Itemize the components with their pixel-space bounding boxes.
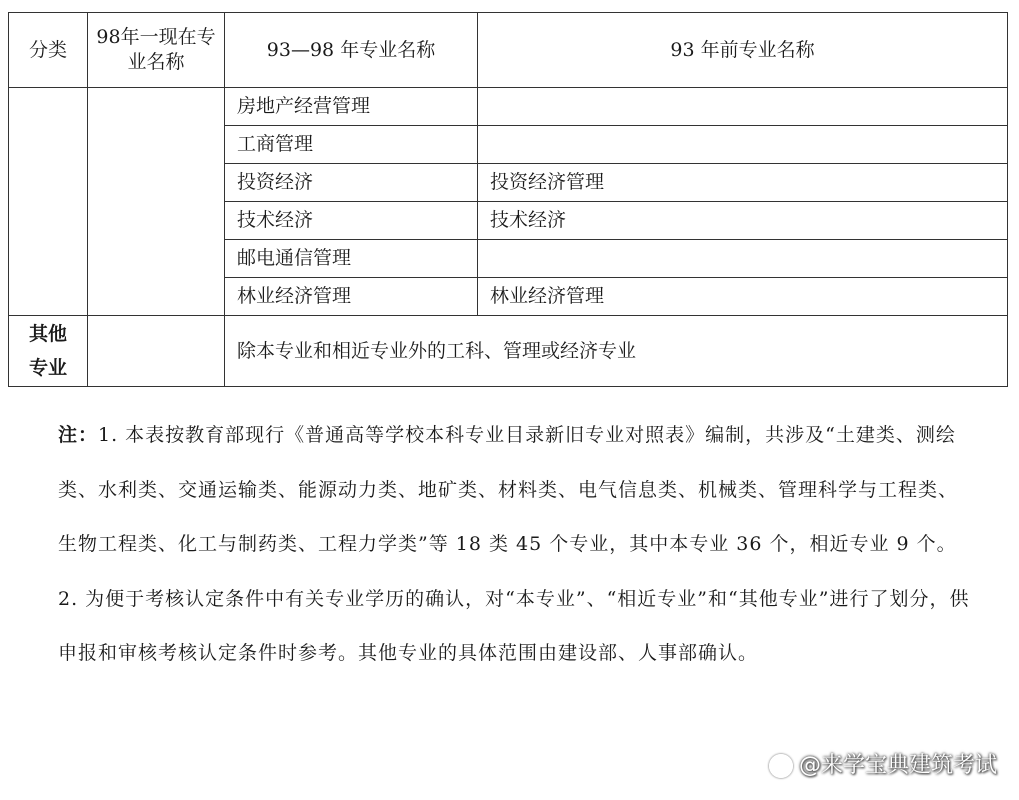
cell-93-98: 房地产经营管理 [225, 88, 478, 126]
cell-pre93 [478, 240, 1008, 278]
note-1 [58, 408, 970, 572]
cell-93-98: 邮电通信管理 [225, 240, 478, 278]
table-header-row [9, 13, 1008, 88]
other-specialty-label [9, 316, 88, 387]
category-cell-empty [9, 88, 88, 316]
cell-pre93 [478, 126, 1008, 164]
cell-pre93: 林业经济管理 [478, 278, 1008, 316]
cell-93-98: 技术经济 [225, 202, 478, 240]
current-name-cell-empty [88, 88, 225, 316]
note-prefix: 注： [58, 424, 99, 446]
note-2: 2. 为便于考核认定条件中有关专业学历的确认，对“本专业”、“相近专业”和“其他专业”进行了划分，供申报和审核考核认定条件时参考。其他专业的具体范围由建设部、人事部确认。 [58, 587, 970, 664]
cell-pre93: 技术经济 [478, 202, 1008, 240]
header-93-98-name: 93—98 年专业名称 [225, 13, 478, 88]
cell-pre93 [478, 88, 1008, 126]
header-category: 分类 [9, 13, 88, 88]
table-row-other [9, 316, 1008, 387]
watermark [769, 748, 997, 779]
watermark-logo-icon [769, 754, 793, 778]
cell-93-98: 林业经济管理 [225, 278, 478, 316]
other-specialty-description: 除本专业和相近专业外的工科、管理或经济专业 [225, 316, 1008, 387]
other-current-cell-empty [88, 316, 225, 387]
cell-93-98: 投资经济 [225, 164, 478, 202]
notes-section [58, 408, 970, 681]
table-row [9, 88, 1008, 126]
cell-pre93: 投资经济管理 [478, 164, 1008, 202]
cell-93-98: 工商管理 [225, 126, 478, 164]
other-specialty-label-text: 其他专业 [28, 323, 67, 379]
header-pre93-name: 93 年前专业名称 [478, 13, 1008, 88]
header-current-name: 98年一现在专业名称 [88, 13, 225, 88]
note-1-text: 1. 本表按教育部现行《普通高等学校本科专业目录新旧专业对照表》编制，共涉及“土建类、测绘类、水利类、交通运输类、能源动力类、地矿类、材料类、电气信息类、机械类、管理科学与工程类、生物工程类、化工与制药类、工程力学类”等 18 类 45 个专业，其中本专业 36 个，相近专业 9 个。 [58, 424, 959, 555]
specialty-table [8, 12, 1008, 387]
watermark-text: @来学宝典建筑考试 [798, 753, 997, 778]
